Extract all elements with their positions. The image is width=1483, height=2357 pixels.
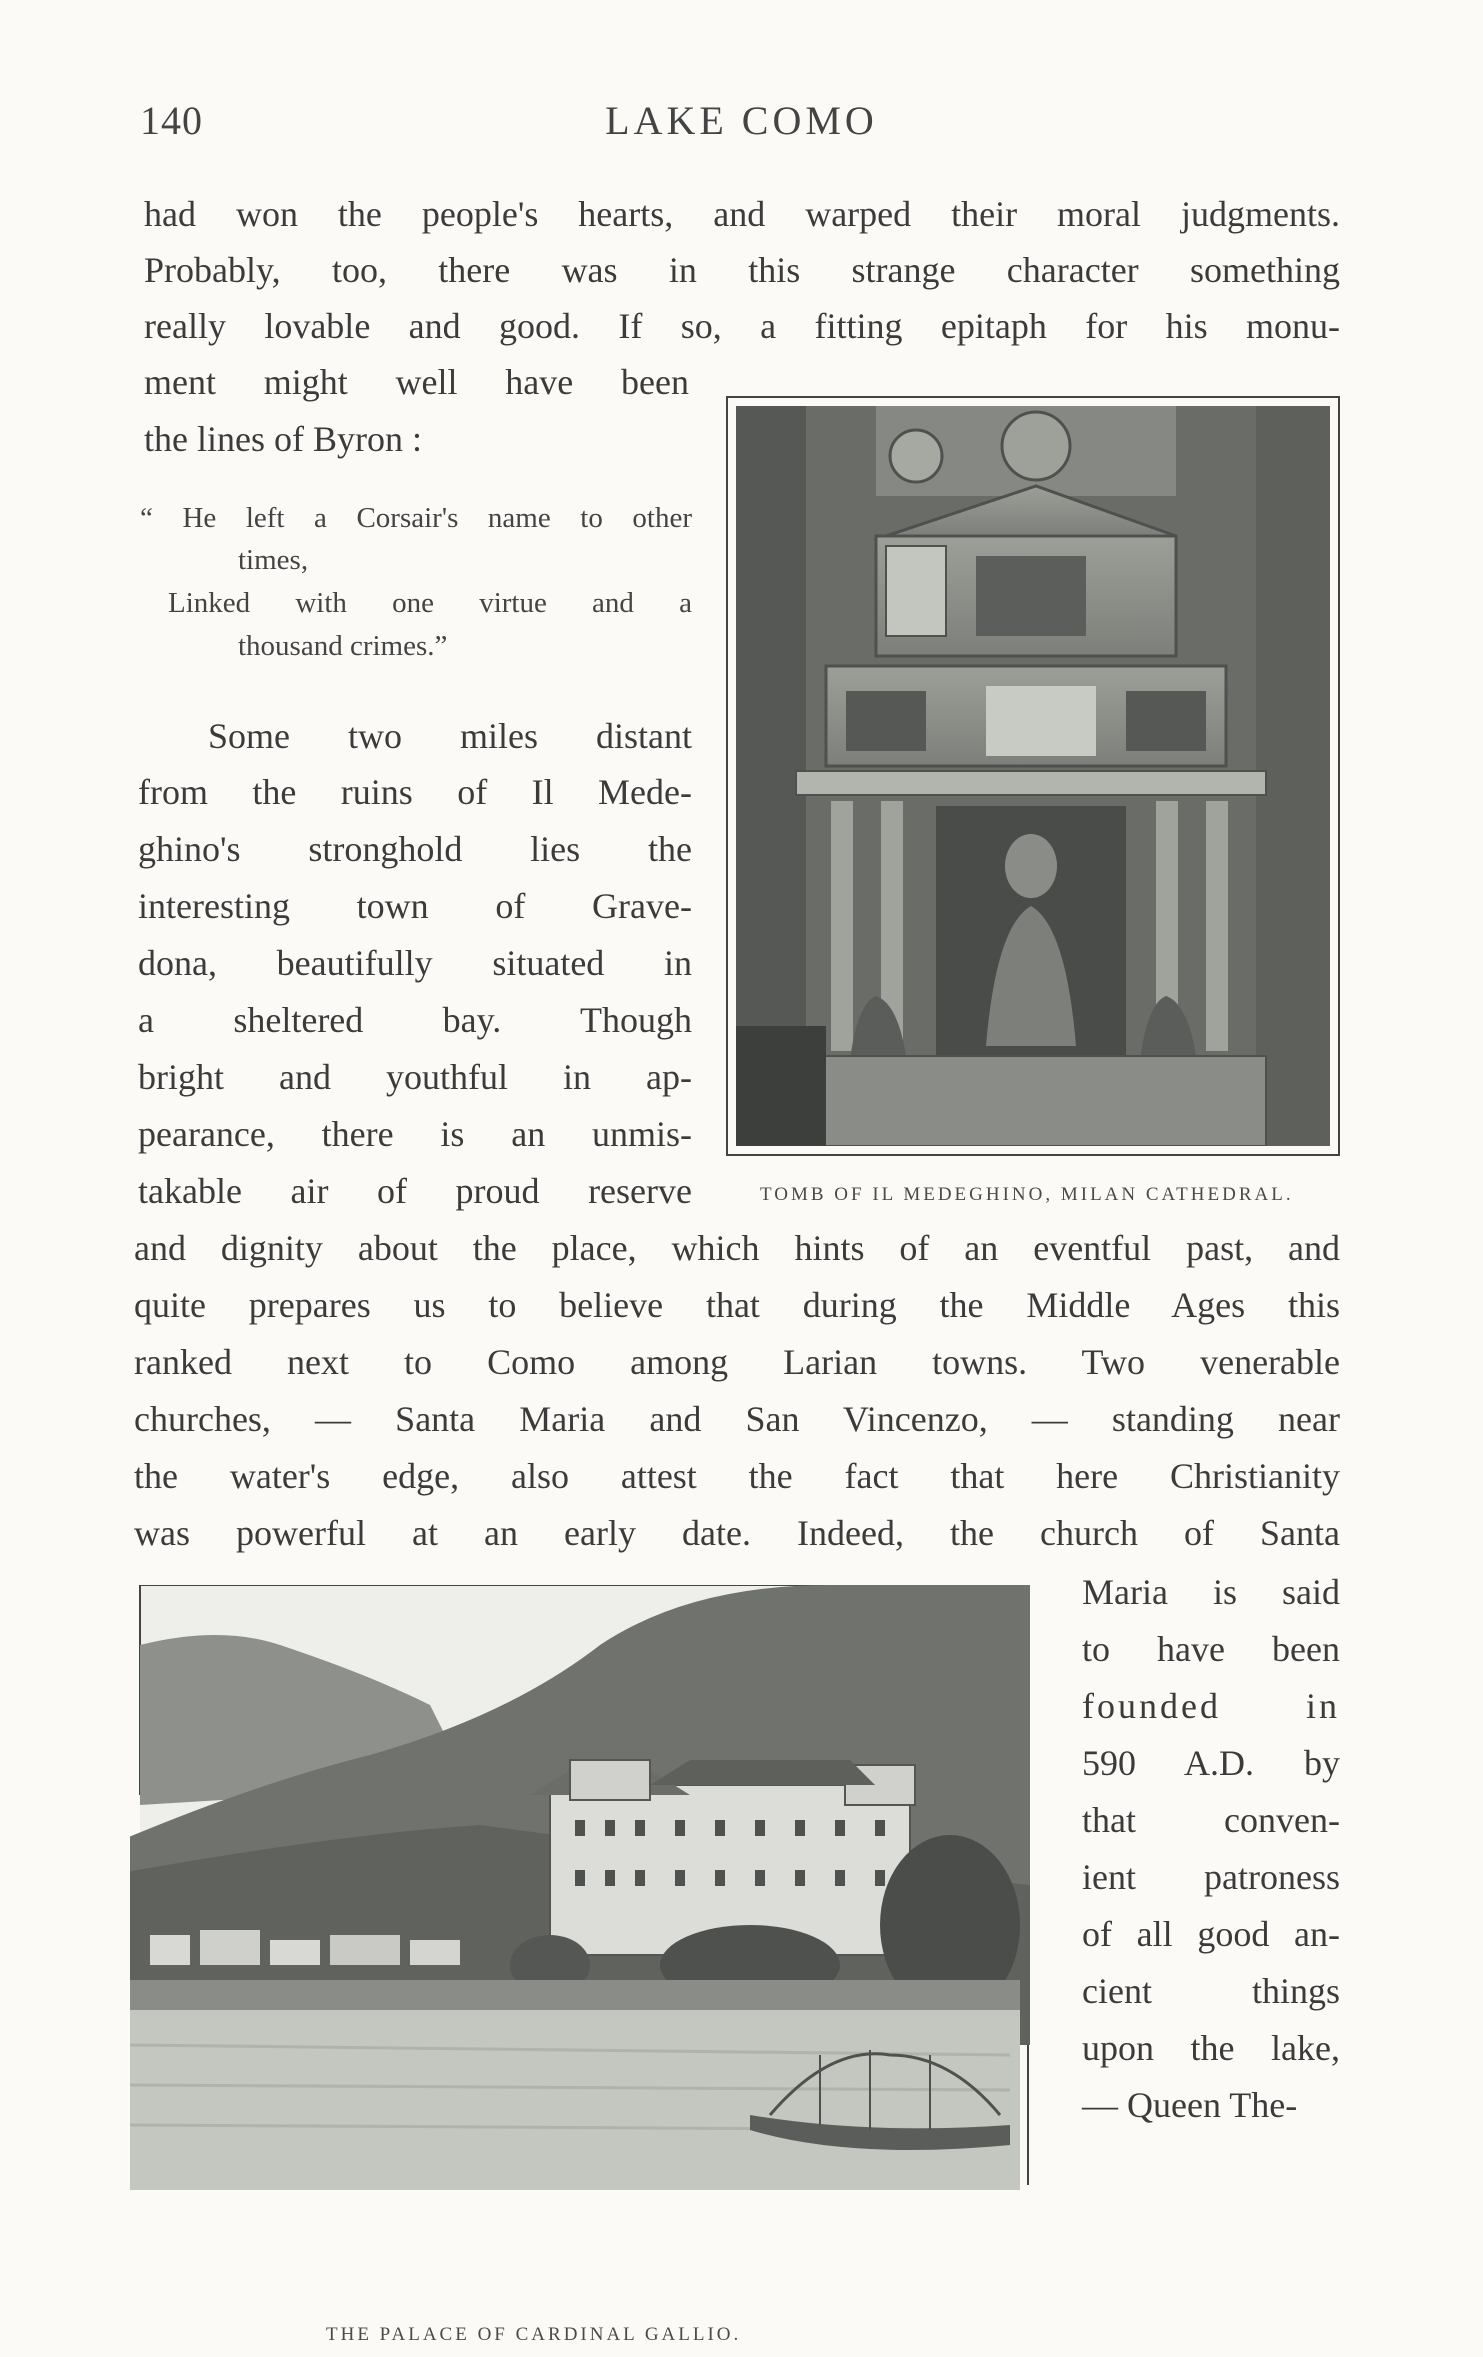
text-line: had won the people's hearts, and warped their moral judgments. — [144, 194, 1340, 234]
text-line: really lovable and good. If so, a fitting epitaph for his monu- — [144, 306, 1340, 346]
text-line: cient things — [1082, 1971, 1340, 2011]
tomb-photo — [736, 406, 1330, 1146]
text-line: Probably, too, there was in this strange character something — [144, 250, 1340, 290]
text-line: Maria is said — [1082, 1572, 1340, 1612]
text-line: — Queen The- — [1082, 2085, 1298, 2125]
text-line: takable air of proud reserve — [138, 1171, 692, 1211]
text-line: interesting town of Grave- — [138, 886, 692, 926]
text-line: that conven- — [1082, 1800, 1340, 1840]
text-line: dona, beautifully situated in — [138, 943, 692, 983]
text-line: the lines of Byron : — [144, 419, 422, 459]
text-line: Some two miles distant — [208, 716, 692, 756]
running-title: LAKE COMO — [605, 98, 878, 143]
text-line: quite prepares us to believe that during the Middle Ages this — [134, 1285, 1340, 1325]
text-line: 590 A.D. by — [1082, 1743, 1340, 1783]
quote-line: times, — [238, 544, 309, 576]
quote-line: thousand crimes.” — [238, 630, 448, 662]
text-line: of all good an- — [1082, 1914, 1340, 1954]
text-line: was powerful at an early date. Indeed, the church of Santa — [134, 1513, 1340, 1553]
text-line: ranked next to Como among Larian towns. Two venerable — [134, 1342, 1340, 1382]
text-line: founded in — [1082, 1686, 1340, 1726]
text-line: to have been — [1082, 1629, 1340, 1669]
text-line: churches, — Santa Maria and San Vincenzo, — standing near — [134, 1399, 1340, 1439]
palace-caption: THE PALACE OF CARDINAL GALLIO. — [326, 2324, 742, 2345]
text-line: ient patroness — [1082, 1857, 1340, 1897]
text-line: ghino's stronghold lies the — [138, 829, 692, 869]
text-line: from the ruins of Il Mede- — [138, 772, 692, 812]
quote-line: “ He left a Corsair's name to other — [140, 502, 692, 534]
text-line: a sheltered bay. Though — [138, 1000, 692, 1040]
quote-line: Linked with one virtue and a — [168, 587, 692, 619]
tomb-illustration — [726, 396, 1340, 1156]
palace-illustration — [130, 1585, 1030, 2205]
text-line: and dignity about the place, which hints of an eventful past, and — [134, 1228, 1340, 1268]
page-number: 140 — [140, 98, 203, 143]
tomb-caption: TOMB OF IL MEDEGHINO, MILAN CATHEDRAL. — [760, 1184, 1294, 1205]
text-line: bright and youthful in ap- — [138, 1057, 692, 1097]
text-line: pearance, there is an unmis- — [138, 1114, 692, 1154]
text-line: upon the lake, — [1082, 2028, 1340, 2068]
text-line: the water's edge, also attest the fact that here Christianity — [134, 1456, 1340, 1496]
palace-photo — [130, 1585, 1030, 2205]
text-line: ment might well have been — [144, 362, 689, 402]
